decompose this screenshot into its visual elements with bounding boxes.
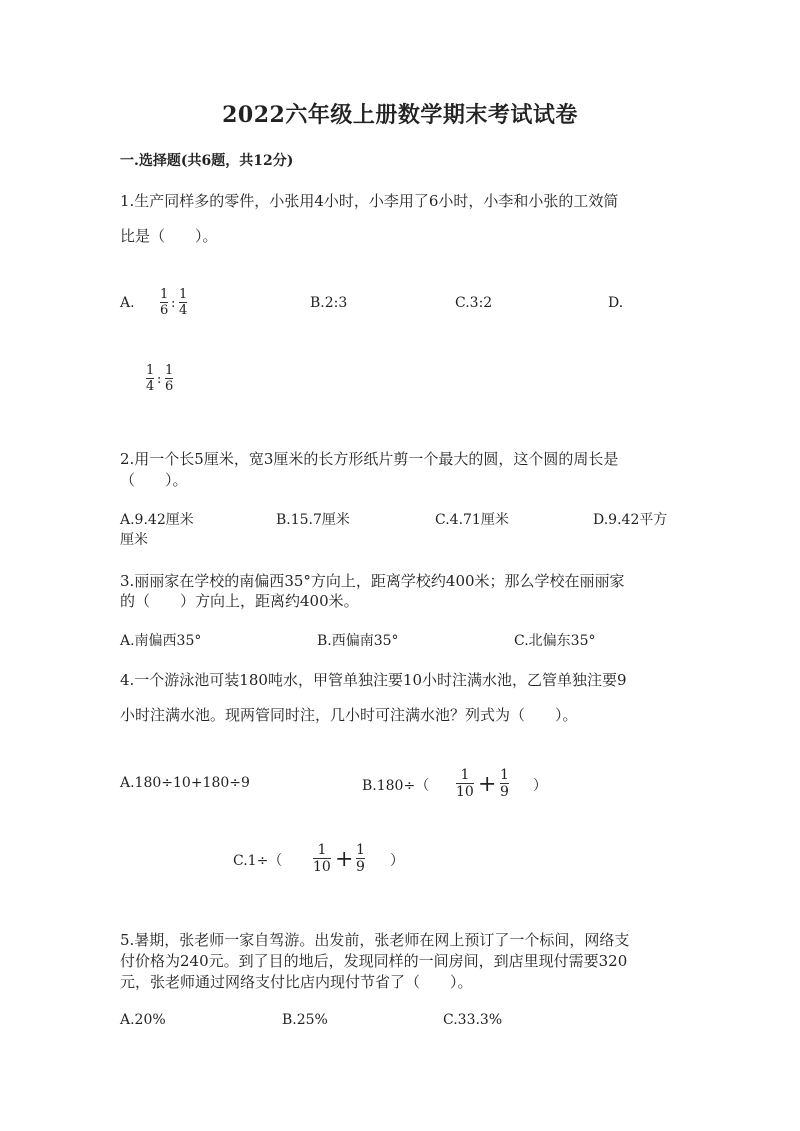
q1-option-a-frac1 — [160, 288, 168, 317]
q5-option-b: B.25% — [282, 1012, 328, 1028]
q1-a-numerator2: 1 — [179, 287, 188, 302]
q1-option-d-label: D. — [608, 295, 624, 311]
q5-stem-line3: 元，张老师通过网络支付比店内现付节省了（ ）。 — [120, 973, 473, 991]
q1-option-a-frac2 — [179, 288, 187, 317]
q2-option-b: B.15.7厘米 — [276, 512, 350, 528]
q4-option-c-frac1 — [313, 843, 331, 874]
q3-stem-line2: 的（ ）方向上，距离约400米。 — [120, 592, 359, 610]
q4-b-numerator2: 1 — [500, 767, 509, 783]
q1-a-denominator1: 6 — [160, 303, 169, 318]
q1-option-d-frac2 — [165, 364, 173, 393]
q4-c-denominator2: 9 — [356, 859, 365, 875]
q3-stem-line1: 3.丽丽家在学校的南偏西35°方向上，距离学校约400米；那么学校在丽丽家 — [120, 572, 625, 590]
q1-a-numerator1: 1 — [160, 287, 169, 302]
q1-a-denominator2: 4 — [179, 303, 188, 318]
q4-stem-line2: 小时注满水池。现两管同时注，几小时可注满水池？列式为（ ）。 — [120, 706, 578, 724]
q4-option-c-frac2 — [356, 843, 365, 874]
q5-stem-line1: 5.暑期，张老师一家自驾游。出发前，张老师在网上预订了一个标间，网络支 — [120, 931, 630, 949]
q4-b-numerator1: 1 — [460, 767, 470, 783]
q1-option-d-frac1 — [146, 364, 154, 393]
q4-b-denominator2: 9 — [500, 784, 509, 800]
q1-d-denominator1: 4 — [146, 379, 155, 394]
q4-option-c-prefix: C.1÷（ — [233, 853, 283, 869]
q2-stem-line1: 2.用一个长5厘米，宽3厘米的长方形纸片剪一个最大的圆，这个圆的周长是 — [120, 450, 619, 468]
q1-stem-line1: 1.生产同样多的零件，小张用4小时，小李用了6小时，小李和小张的工效简 — [120, 192, 619, 210]
q5-option-a: A.20% — [120, 1012, 166, 1028]
q4-option-b-frac2 — [500, 768, 509, 799]
q4-option-b-frac1 — [456, 768, 474, 799]
q2-option-c: C.4.71厘米 — [435, 512, 509, 528]
q4-option-a: A.180÷10+180÷9 — [120, 775, 250, 791]
q4-c-denominator1: 10 — [313, 859, 331, 875]
q4-c-numerator2: 1 — [356, 842, 365, 858]
q1-a-ratio-sep: : — [171, 296, 176, 311]
q1-d-numerator2: 1 — [165, 363, 174, 378]
q1-stem-line2: 比是（ ）。 — [120, 227, 218, 245]
q1-d-denominator2: 6 — [165, 379, 174, 394]
q1-option-b: B.2:3 — [310, 295, 348, 311]
q3-option-b: B.西偏南35° — [317, 633, 399, 649]
q2-option-d-line2: 厘米 — [120, 532, 148, 548]
q1-option-c: C.3:2 — [455, 295, 493, 311]
page-title: 2022六年级上册数学期末考试试卷 — [222, 102, 578, 128]
q5-option-c: C.33.3% — [443, 1012, 503, 1028]
q4-stem-line1: 4.一个游泳池可装180吨水，甲管单独注要10小时注满水池，乙管单独注要9 — [120, 671, 627, 689]
q1-option-a-label: A. — [120, 295, 135, 311]
q1-d-numerator1: 1 — [146, 363, 155, 378]
q2-option-d-line1: D.9.42平方 — [593, 512, 668, 528]
q1-d-ratio-sep: : — [157, 372, 162, 387]
q4-c-numerator1: 1 — [317, 842, 327, 858]
section-heading: 一.选择题(共6题，共12分) — [120, 153, 294, 169]
q5-stem-line2: 付价格为240元。到了目的地后，发现同样的一间房间，到店里现付需要320 — [120, 952, 628, 970]
q4-b-denominator1: 10 — [456, 784, 474, 800]
q3-option-c: C.北偏东35° — [514, 633, 596, 649]
q3-option-a: A.南偏西35° — [120, 633, 202, 649]
q4-option-b-suffix: ） — [533, 778, 547, 794]
q4-c-plus: + — [335, 847, 354, 872]
q4-option-c-suffix: ） — [390, 853, 404, 869]
q4-b-plus: + — [478, 772, 497, 797]
q2-stem-line2: （ ）。 — [120, 471, 188, 489]
q2-option-a: A.9.42厘米 — [120, 512, 194, 528]
q4-option-b-prefix: B.180÷（ — [362, 778, 430, 794]
